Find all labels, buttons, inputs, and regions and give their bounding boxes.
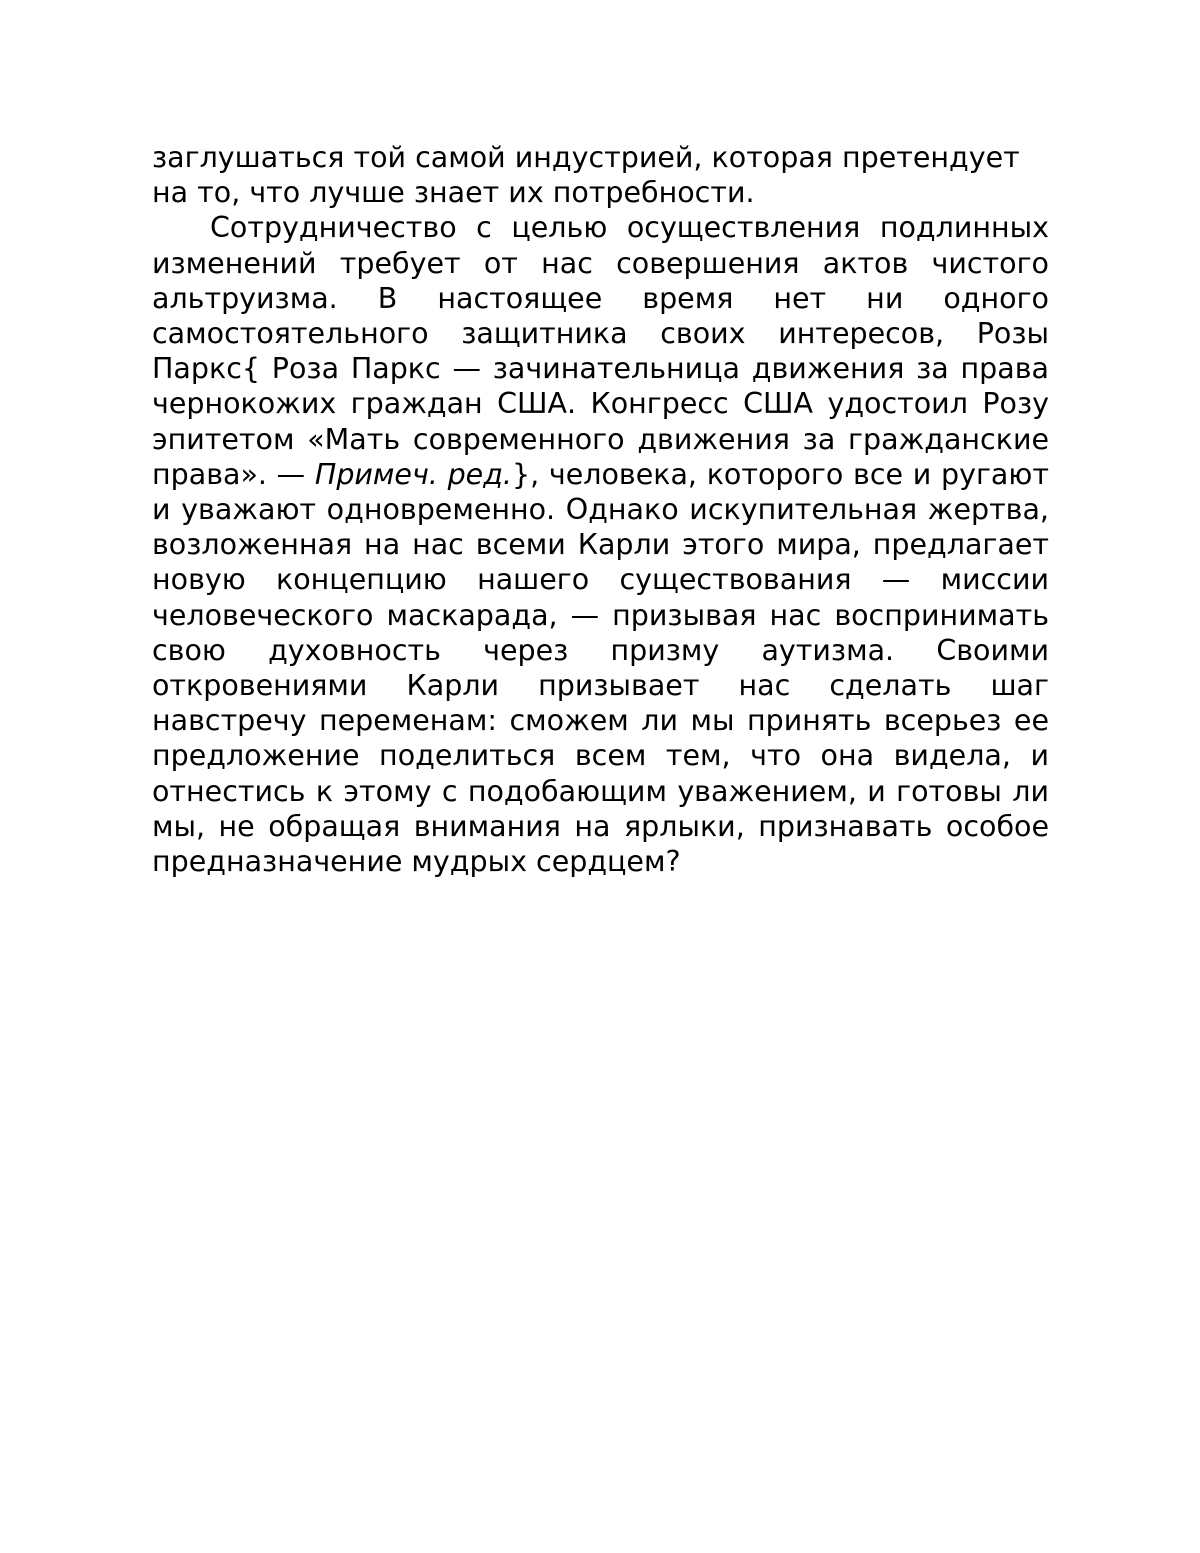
paragraph-continuation bbox=[152, 140, 1049, 210]
paragraph-2-part-2: }, человека, которого все и ругают и уважают одновременно. Однако искупительная жертва, возложенная на нас всеми Карли этого мира, предлагает новую концепцию нашего существования — миссии человеческого маскарада, — призывая нас воспринимать свою духовность через призму аутизма. Своими откровениями Карли призывает нас сделать шаг навстречу переменам: сможем ли мы принять всерьез ее предложение поделиться всем тем, что она видела, и отнестись к этому с подобающим уважением, и готовы ли мы, не обращая внимания на ярлыки, признавать особое предназначение мудрых сердцем? bbox=[152, 457, 1049, 879]
paragraph-main bbox=[152, 210, 1049, 879]
body-text bbox=[152, 140, 1049, 879]
paragraph-1-text: заглушаться той самой индустрией, которая претендует на то, что лучше знает их потребности. bbox=[152, 141, 1020, 210]
editor-note-label: Примеч. ред. bbox=[314, 457, 512, 491]
paragraph-2-part-1: Сотрудничество с целью осуществления подлинных изменений требует от нас совершения актов чистого альтруизма. В настоящее время нет ни одного самостоятельного защитника своих интересов, Розы Паркс{ Роза Паркс — зачинательница движения за права чернокожих граждан США. Конгресс США удостоил Розу эпитетом «Мать современного движения за гражданские права». — bbox=[152, 211, 1049, 491]
